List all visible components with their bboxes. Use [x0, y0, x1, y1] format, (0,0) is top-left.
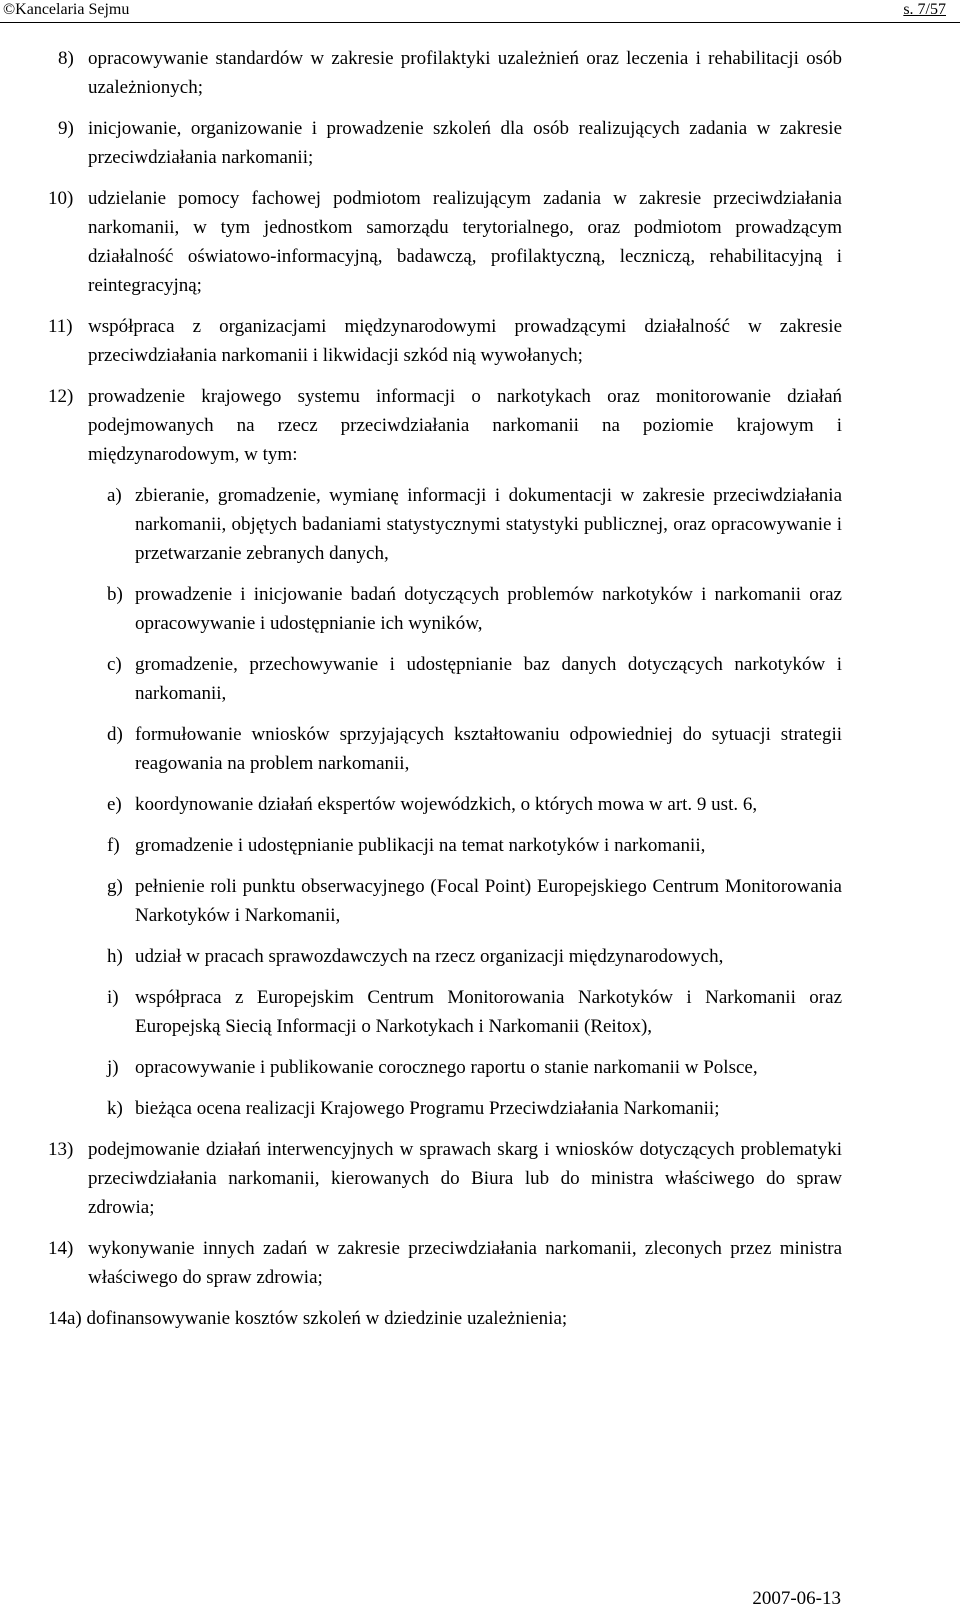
- list-item: [0, 1234, 842, 1292]
- copyright-label: ©Kancelaria Sejmu: [3, 1, 130, 18]
- list-item: [0, 382, 842, 469]
- list-item: [0, 312, 842, 370]
- subitem-text: opracowywanie i publikowanie corocznego raportu o stanie narkomanii w Polsce,: [135, 1057, 758, 1078]
- subitem-text: współpraca z Europejskim Centrum Monitorowania Narkotyków i Narkomanii oraz Europejską Siecią Informacji o Narkotykach i Narkomanii (Reitox),: [135, 987, 842, 1037]
- sub-list-item: [0, 580, 842, 638]
- subitem-letter: h): [107, 946, 123, 967]
- page-header: [0, 0, 960, 23]
- list-item: [0, 184, 842, 300]
- item-number: 11): [48, 316, 73, 337]
- sub-list-item: [0, 1094, 842, 1123]
- sub-list-item: [0, 942, 842, 971]
- subitem-letter: f): [107, 835, 120, 856]
- item-number: 12): [48, 386, 74, 407]
- sub-list-item: [0, 872, 842, 930]
- subitem-letter: a): [107, 485, 122, 506]
- item-number: 9): [58, 118, 74, 139]
- subitem-text: bieżąca ocena realizacji Krajowego Programu Przeciwdziałania Narkomanii;: [135, 1098, 720, 1119]
- page-number: s. 7/57: [903, 1, 946, 18]
- item-text: podejmowanie działań interwencyjnych w sprawach skarg i wniosków dotyczących problematyki przeciwdziałania narkomanii, kierowanych do Biura lub do ministra właściwego do spraw zdrowia;: [88, 1139, 842, 1218]
- sub-list-item: [0, 831, 842, 860]
- subitem-text: gromadzenie, przechowywanie i udostępnianie baz danych dotyczących narkotyków i narkomanii,: [135, 654, 842, 704]
- sub-list-item: [0, 720, 842, 778]
- subitem-text: zbieranie, gromadzenie, wymianę informacji i dokumentacji w zakresie przeciwdziałania narkomanii, objętych badaniami statystycznymi statystyki publicznej, oraz opracowywanie i przetwarzanie zebranych danych,: [135, 485, 842, 564]
- subitem-text: udział w pracach sprawozdawczych na rzecz organizacji międzynarodowych,: [135, 946, 724, 967]
- subitem-letter: g): [107, 876, 123, 897]
- list-item: [0, 114, 842, 172]
- list-item: [0, 1304, 842, 1333]
- subitem-text: gromadzenie i udostępnianie publikacji na temat narkotyków i narkomanii,: [135, 835, 706, 856]
- document-date: 2007-06-13: [752, 1588, 841, 1609]
- item-text: inicjowanie, organizowanie i prowadzenie szkoleń dla osób realizujących zadania w zakresie przeciwdziałania narkomanii;: [88, 118, 842, 168]
- document-body: [0, 44, 960, 1345]
- item-number: 14a): [48, 1308, 82, 1329]
- subitem-letter: j): [107, 1057, 119, 1078]
- item-number: 14): [48, 1238, 74, 1259]
- sub-list-item: [0, 481, 842, 568]
- subitem-letter: c): [107, 654, 122, 675]
- list-item: [0, 44, 842, 102]
- subitem-letter: d): [107, 724, 123, 745]
- item-text: prowadzenie krajowego systemu informacji o narkotykach oraz monitorowanie działań podejmowanych na rzecz przeciwdziałania narkomanii na poziomie krajowym i międzynarodowym, w tym:: [88, 386, 842, 465]
- item-number: 10): [48, 188, 74, 209]
- item-text: udzielanie pomocy fachowej podmiotom realizującym zadania w zakresie przeciwdziałania narkomanii, w tym jednostkom samorządu terytorialnego, oraz podmiotom prowadzącym działalność oświatowo-informacyjną, badawczą, profilaktyczną, leczniczą, rehabilitacyjną i reintegracyjną;: [88, 188, 842, 296]
- item-text: wykonywanie innych zadań w zakresie przeciwdziałania narkomanii, zleconych przez ministra właściwego do spraw zdrowia;: [88, 1238, 842, 1288]
- subitem-text: formułowanie wniosków sprzyjających kształtowaniu odpowiedniej do sytuacji strategii reagowania na problem narkomanii,: [135, 724, 842, 774]
- subitem-text: koordynowanie działań ekspertów wojewódzkich, o których mowa w art. 9 ust. 6,: [135, 794, 758, 815]
- item-text: opracowywanie standardów w zakresie profilaktyki uzależnień oraz leczenia i rehabilitacji osób uzależnionych;: [88, 48, 842, 98]
- subitem-letter: i): [107, 987, 119, 1008]
- subitem-text: pełnienie roli punktu obserwacyjnego (Focal Point) Europejskiego Centrum Monitorowania Narkotyków i Narkomanii,: [135, 876, 842, 926]
- sub-list-item: [0, 983, 842, 1041]
- item-text: dofinansowywanie kosztów szkoleń w dziedzinie uzależnienia;: [86, 1308, 568, 1329]
- item-number: 13): [48, 1139, 74, 1160]
- item-number: 8): [58, 48, 74, 69]
- sub-list-item: [0, 1053, 842, 1082]
- subitem-letter: k): [107, 1098, 123, 1119]
- subitem-text: prowadzenie i inicjowanie badań dotyczących problemów narkotyków i narkomanii oraz opracowywanie i udostępnianie ich wyników,: [135, 584, 842, 634]
- sub-list-item: [0, 650, 842, 708]
- sub-list-item: [0, 790, 842, 819]
- list-item: [0, 1135, 842, 1222]
- subitem-letter: b): [107, 584, 123, 605]
- item-text: współpraca z organizacjami międzynarodowymi prowadzącymi działalność w zakresie przeciwdziałania narkomanii i likwidacji szkód nią wywołanych;: [88, 316, 842, 366]
- subitem-letter: e): [107, 794, 122, 815]
